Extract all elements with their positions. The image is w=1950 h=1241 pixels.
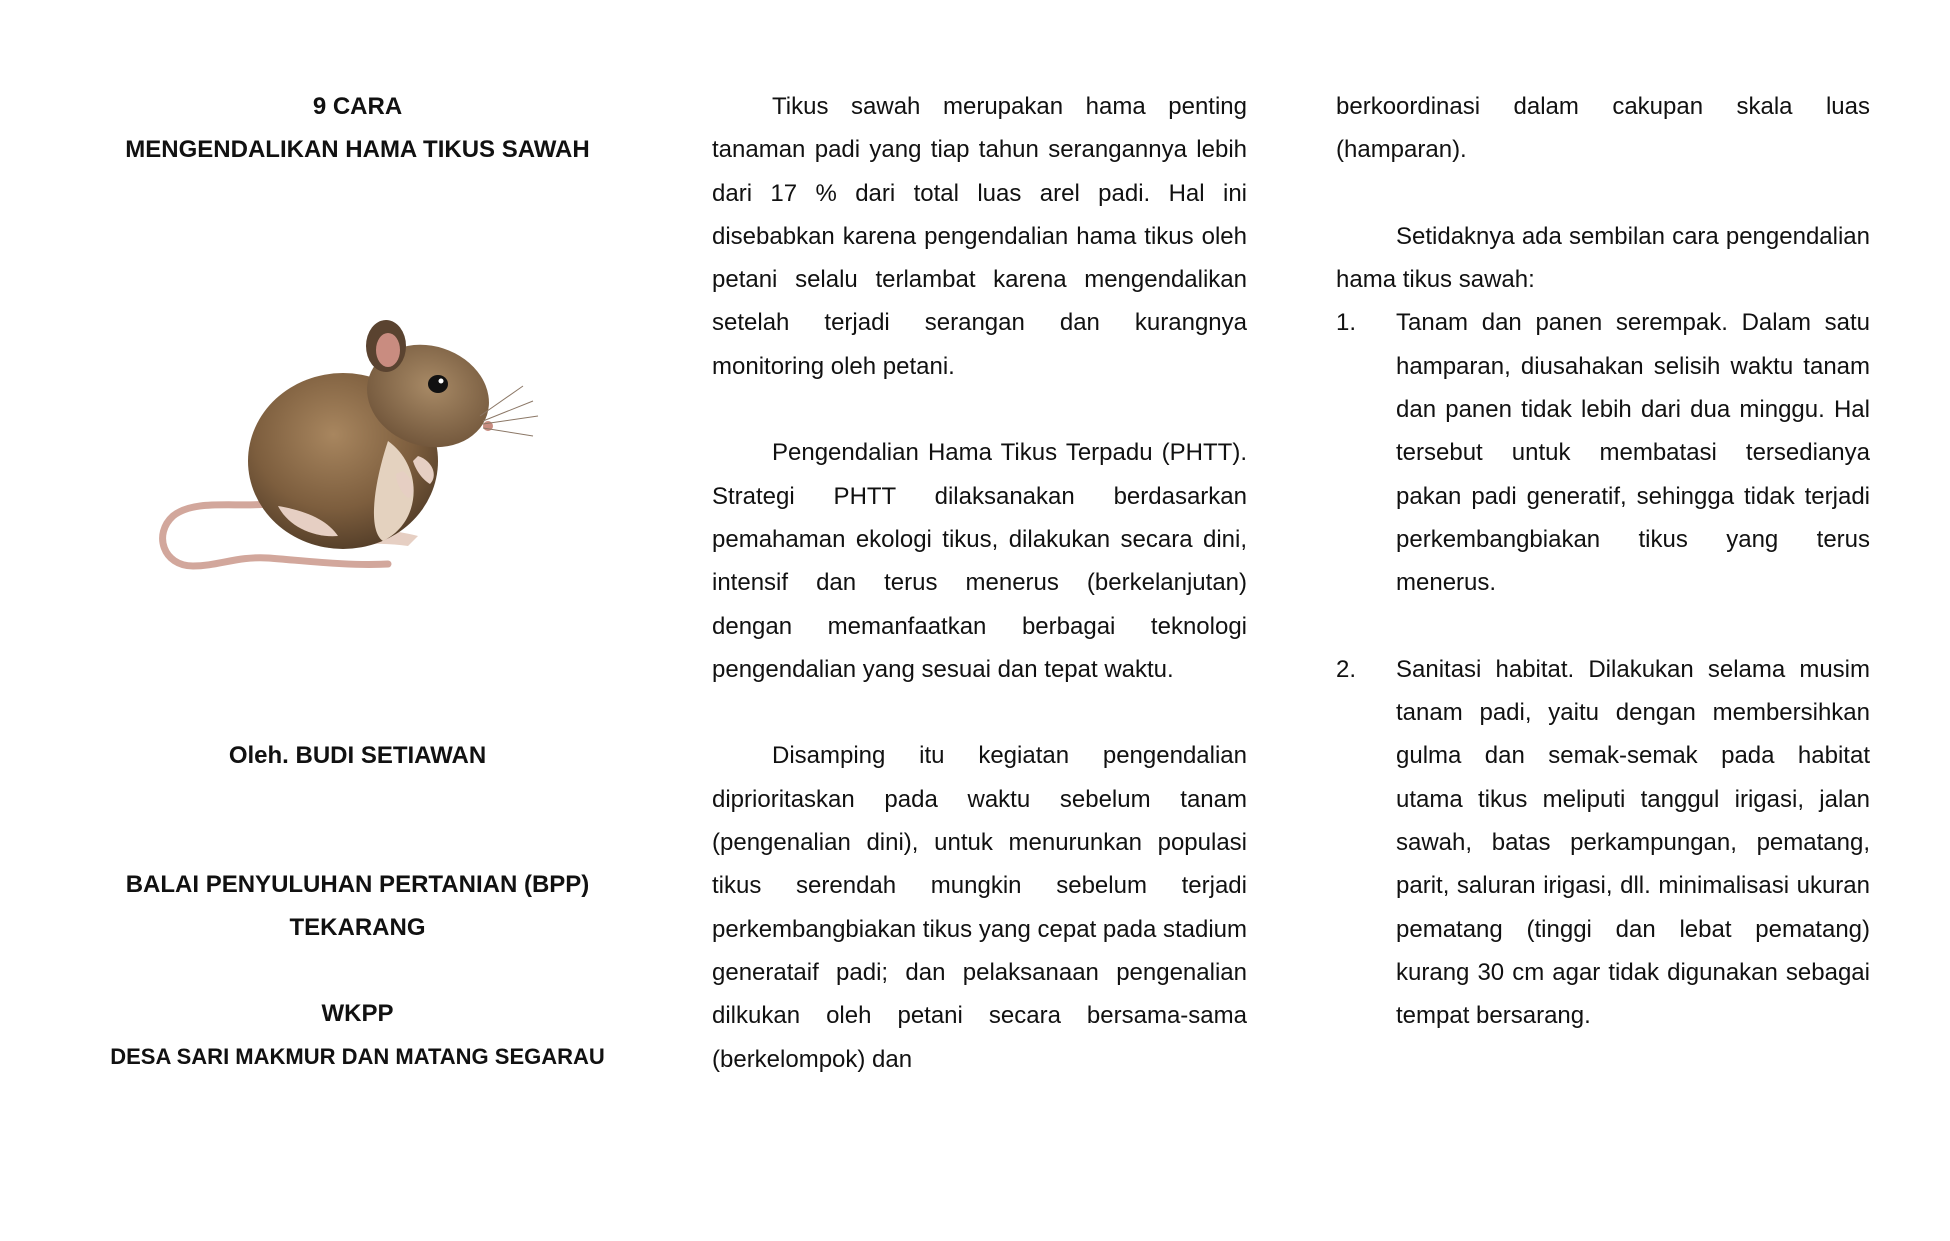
- list-item-number: 1.: [1336, 309, 1357, 337]
- mouse-icon: [138, 266, 578, 586]
- title-line-1: 9 CARA: [312, 93, 403, 120]
- paragraph-continuation: berkoordinasi dalam cakupan skala luas (hamparan).: [1336, 93, 1870, 164]
- list-item-number: 2.: [1336, 655, 1357, 683]
- paragraph-intro: Tikus sawah merupakan hama penting tanaman padi yang tiap tahun serangannya lebih dari 17 % dari total luas arel padi. Hal ini disebabkan karena pengendalian hama tikus oleh petani selalu terlambat karena mengendalikan setelah terjadi serangan dan kurangnya monitoring oleh petani.: [712, 93, 1247, 380]
- wkpp-label: WKPP: [321, 1000, 394, 1027]
- paragraph-list-intro: Setidaknya ada sembilan cara pengendalian hama tikus sawah:: [1336, 222, 1870, 294]
- list-item: [1336, 301, 1870, 604]
- desa-label: DESA SARI MAKMUR DAN MATANG SEGARAU: [110, 1044, 605, 1069]
- institution-line-2: TEKARANG: [289, 914, 426, 941]
- right-column: [1336, 85, 1870, 1038]
- mouse-illustration: [138, 266, 578, 586]
- list-item-text: Tanam dan panen serempak. Dalam satu hamparan, diusahakan selisih waktu tanam dan panen tidak lebih dari dua minggu. Hal tersebut untuk membatasi tersedianya pakan padi generatif, sehingga tidak terjadi perkembangbiakan tikus yang terus menerus.: [1396, 309, 1870, 597]
- middle-column: [712, 85, 1247, 1081]
- paragraph-phtt: Pengendalian Hama Tikus Terpadu (PHTT). Strategi PHTT dilaksanakan berdasarkan pemahaman ekologi tikus, dilakukan secara dini, intensif dan terus menerus (berkelanjutan) dengan memanfaatkan berbagai teknologi pengendalian yang sesuai dan tepat waktu.: [712, 439, 1247, 683]
- method-list: [1336, 301, 1870, 1037]
- cover-column: [80, 85, 635, 1078]
- author: Oleh. BUDI SETIAWAN: [228, 742, 487, 769]
- paragraph-priority: Disamping itu kegiatan pengendalian diprioritaskan pada waktu sebelum tanam (pengenalian dini), untuk menurunkan populasi tikus serendah mungkin sebelum terjadi perkembangbiakan tikus yang cepat pada stadium generataif padi; dan pelaksanaan pengenalian dilkukan oleh petani secara bersama-sama (berkelompok) dan: [712, 742, 1248, 1073]
- list-item-text: Sanitasi habitat. Dilakukan selama musim tanam padi, yaitu dengan membersihkan gulma dan semak-semak pada habitat utama tikus meliputi tanggul irigasi, jalan sawah, batas perkampungan, pematang, parit, saluran irigasi, dll. minimalisasi ukuran pematang (tinggi dan lebat pematang) kurang 30 cm agar tidak digunakan sebagai tempat bersarang.: [1396, 655, 1870, 1030]
- list-item: [1336, 648, 1870, 1038]
- title-line-2: MENGENDALIKAN HAMA TIKUS SAWAH: [125, 136, 590, 163]
- institution-line-1: BALAI PENYULUHAN PERTANIAN (BPP): [125, 871, 590, 898]
